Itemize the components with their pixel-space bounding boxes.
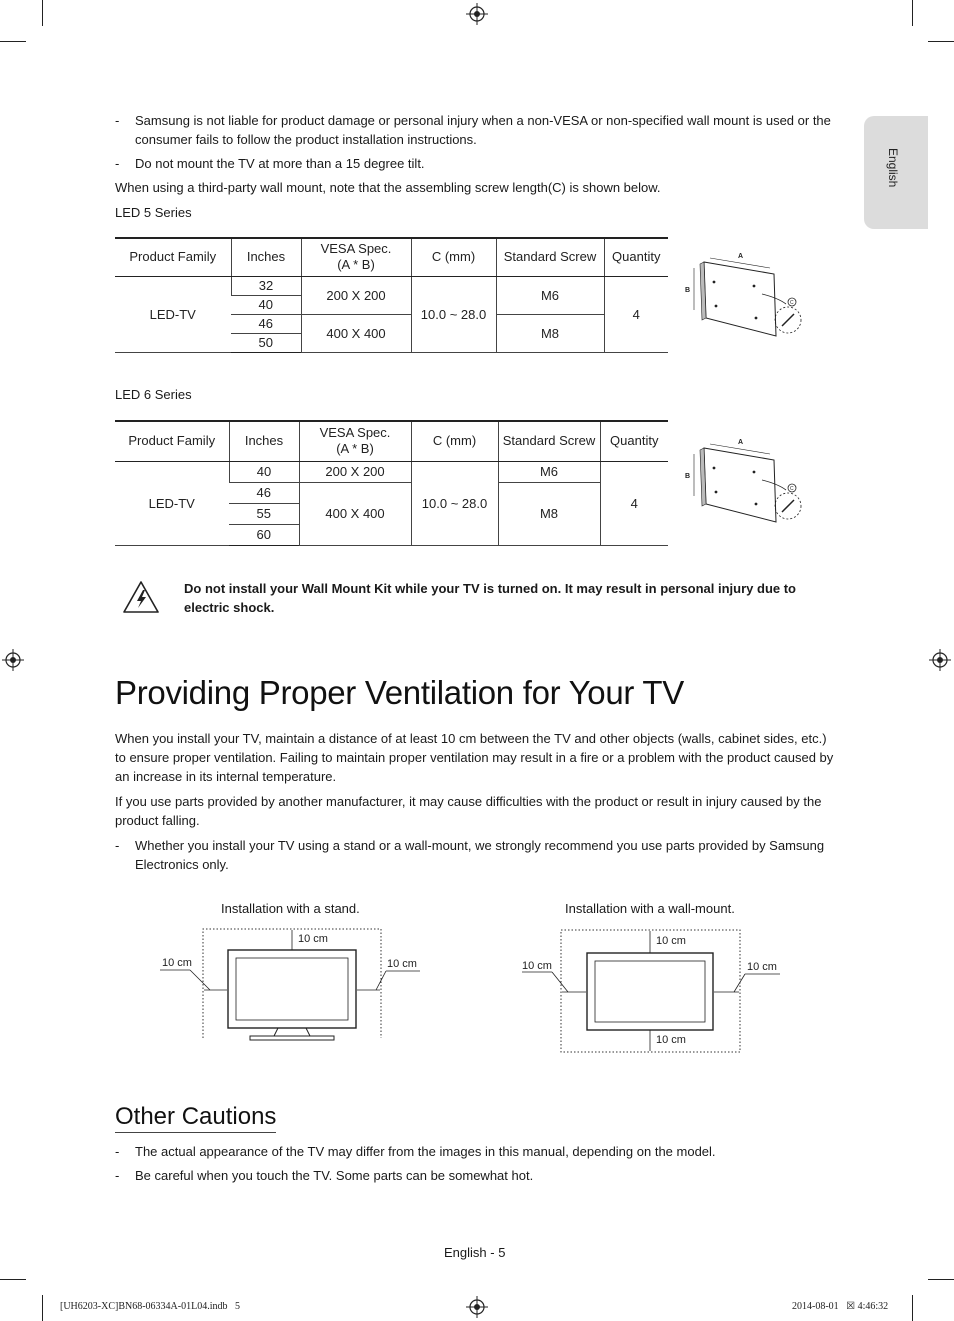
cell-family: LED-TV [115,276,231,352]
registration-mark-icon [2,649,24,671]
cell-vesa: 200 X 200 [301,276,411,314]
label-c: C [790,300,794,306]
cell-vesa: 400 X 400 [299,482,411,545]
list-item-text: Samsung is not liable for product damage or personal injury when a non-VESA or non-specified wall mount is used or the consumer fails to follow the product installation instructions. [135,113,831,147]
list-item-text: Be careful when you touch the TV. Some parts can be somewhat hot. [135,1168,534,1183]
wall-mount-caption: Installation with a wall-mount. [565,901,735,916]
screw-note: When using a third-party wall mount, note that the assembling screw length(C) is shown below. [115,180,661,195]
crop-mark [42,0,43,26]
cell-inches: 40 [231,295,301,314]
cell-c-mm: 10.0 ~ 28.0 [411,461,498,545]
header-product-family: Product Family [115,238,231,276]
header-vesa [301,238,411,276]
cell-screw: M8 [496,314,604,352]
list-item [115,836,837,874]
led6-title: LED 6 Series [115,387,192,402]
footer-file-info: [UH6203-XC]BN68-06334A-01L04.indb 5 [60,1301,240,1312]
header-quantity: Quantity [600,421,668,461]
ventilation-para-2: If you use parts provided by another manufacturer, it may cause difficulties with the product or result in injury caused by the product falling. [115,794,822,828]
cell-screw: M6 [496,276,604,314]
footer-timestamp: 2014-08-01 ☒ 4:46:32 [792,1301,889,1312]
header-quantity: Quantity [604,238,668,276]
list-item-text: Do not mount the TV at more than a 15 degree tilt. [135,156,425,171]
other-cautions-title: Other Cautions [115,1103,276,1133]
stand-caption: Installation with a stand. [221,901,360,916]
cell-inches: 40 [229,461,299,482]
header-standard-screw: Standard Screw [498,421,600,461]
label-c: C [790,486,794,492]
label-b: B [685,287,691,294]
crop-mark [0,1279,26,1280]
dash-bullet: - [115,1144,120,1159]
list-item [115,1166,835,1185]
wall-mount-clearance-diagram [510,920,800,1056]
distance-label: 10 cm [522,960,552,972]
cell-vesa: 400 X 400 [301,314,411,352]
registration-mark-icon [466,1296,488,1318]
crop-mark [0,41,26,42]
header-product-family: Product Family [115,421,229,461]
header-c-mm: C (mm) [411,238,496,276]
crop-mark [928,41,954,42]
list-item-text: The actual appearance of the TV may differ from the images in this manual, depending on the model. [135,1144,716,1159]
label-a: A [738,253,744,260]
header-inches: Inches [231,238,301,276]
registration-mark-icon [929,649,951,671]
led6-spec-table [115,420,668,546]
distance-label: 10 cm [298,933,328,945]
dash-bullet: - [115,1168,120,1183]
electric-shock-warning-icon [122,580,160,614]
list-item [115,111,835,149]
cell-inches: 55 [229,503,299,524]
distance-label: 10 cm [162,957,192,969]
led5-spec-table [115,237,668,353]
cell-inches: 46 [229,482,299,503]
language-tab-label: English [886,148,900,188]
dash-bullet: - [115,838,120,853]
crop-mark [928,1279,954,1280]
label-a: A [738,439,744,446]
wall-mount-screw-diagram [682,434,812,526]
header-vesa [299,421,411,461]
cell-inches: 32 [231,276,301,295]
led5-title: LED 5 Series [115,205,192,220]
label-b: B [685,473,691,480]
crop-mark [42,1295,43,1321]
wall-mount-screw-diagram [682,248,812,340]
crop-mark [912,1295,913,1321]
distance-label: 10 cm [656,1034,686,1046]
cell-inches: 46 [231,314,301,333]
distance-label: 10 cm [387,958,417,970]
cell-quantity: 4 [604,276,668,352]
distance-label: 10 cm [656,935,686,947]
registration-mark-icon [466,3,488,25]
cell-c-mm: 10.0 ~ 28.0 [411,276,496,352]
header-vesa-line1: VESA Spec. [320,241,392,257]
list-item [115,1142,835,1161]
cell-inches: 60 [229,524,299,545]
dash-bullet: - [115,113,120,128]
ventilation-para-1: When you install your TV, maintain a distance of at least 10 cm between the TV and other objects (walls, cabinet sides, etc.) to ensure proper ventilation. Failing to maintain proper ventilation may result in a fire or a problem with the product caused by an increase in its internal temperature. [115,731,834,784]
header-c-mm: C (mm) [411,421,498,461]
page-number: English - 5 [444,1245,506,1260]
cell-vesa: 200 X 200 [299,461,411,482]
language-side-tab [864,116,928,229]
header-inches: Inches [229,421,299,461]
list-item [115,154,835,173]
cell-family: LED-TV [115,461,229,545]
ventilation-title: Providing Proper Ventilation for Your TV [115,674,684,711]
header-vesa-line2: (A * B) [336,441,374,457]
header-standard-screw: Standard Screw [496,238,604,276]
stand-clearance-diagram [150,920,440,1050]
dash-bullet: - [115,156,120,171]
header-vesa-line1: VESA Spec. [319,425,391,441]
cell-quantity: 4 [600,461,668,545]
cell-screw: M6 [498,461,600,482]
list-item-text: Whether you install your TV using a stand or a wall-mount, we strongly recommend you use parts provided by Samsung Electronics only. [135,838,825,872]
warning-text: Do not install your Wall Mount Kit while your TV is turned on. It may result in personal injury due to electric shock. [184,581,797,615]
crop-mark [912,0,913,26]
header-vesa-line2: (A * B) [337,257,375,273]
cell-screw: M8 [498,482,600,545]
distance-label: 10 cm [747,961,777,973]
cell-inches: 50 [231,333,301,352]
